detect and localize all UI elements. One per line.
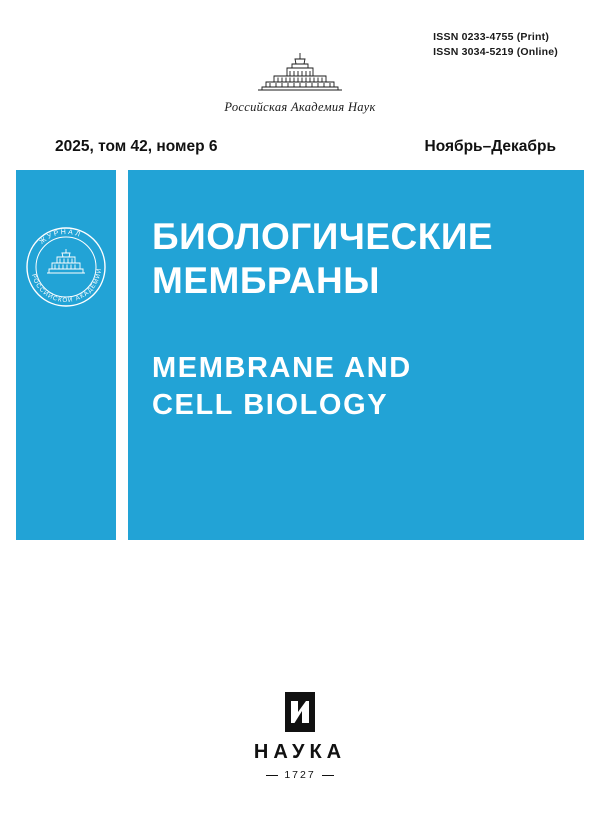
journal-round-seal-icon: [21, 222, 111, 312]
academy-caption: Российская Академия Наук: [224, 100, 376, 114]
issue-volume: 2025, том 42, номер 6: [55, 138, 218, 155]
title-russian: [152, 215, 584, 302]
academy-emblem: [0, 50, 600, 115]
issn-online: ISSN 3034-5219 (Online): [433, 46, 558, 59]
nauka-publisher-mark-icon: [285, 692, 315, 732]
svg-text:РОССИЙСКОЙ АКАДЕМИИ: РОССИЙСКОЙ АКАДЕМИИ: [29, 267, 104, 305]
issue-period: Ноябрь–Декабрь: [424, 138, 556, 155]
title-english: [152, 350, 584, 424]
publisher-year: [266, 769, 333, 781]
issue-line: [55, 138, 556, 156]
title-block: [128, 170, 584, 540]
issn-print: ISSN 0233-4755 (Print): [433, 31, 550, 43]
svg-text:ЖУРНАЛ: ЖУРНАЛ: [38, 228, 83, 246]
ras-building-emblem-icon: [240, 50, 360, 98]
title-english-line1: MEMBRANE AND: [152, 352, 412, 385]
publisher-year-value: 1727: [284, 769, 316, 781]
title-english-line2: CELL BIOLOGY: [152, 389, 389, 422]
title-russian-line1: БИОЛОГИЧЕСКИЕ: [152, 216, 494, 257]
title-russian-line2: МЕМБРАНЫ: [152, 259, 381, 301]
publisher-name: НАУКА: [253, 741, 347, 763]
publisher-block: [0, 692, 600, 781]
year-dash-left: [266, 775, 278, 776]
year-dash-right: [322, 775, 334, 776]
